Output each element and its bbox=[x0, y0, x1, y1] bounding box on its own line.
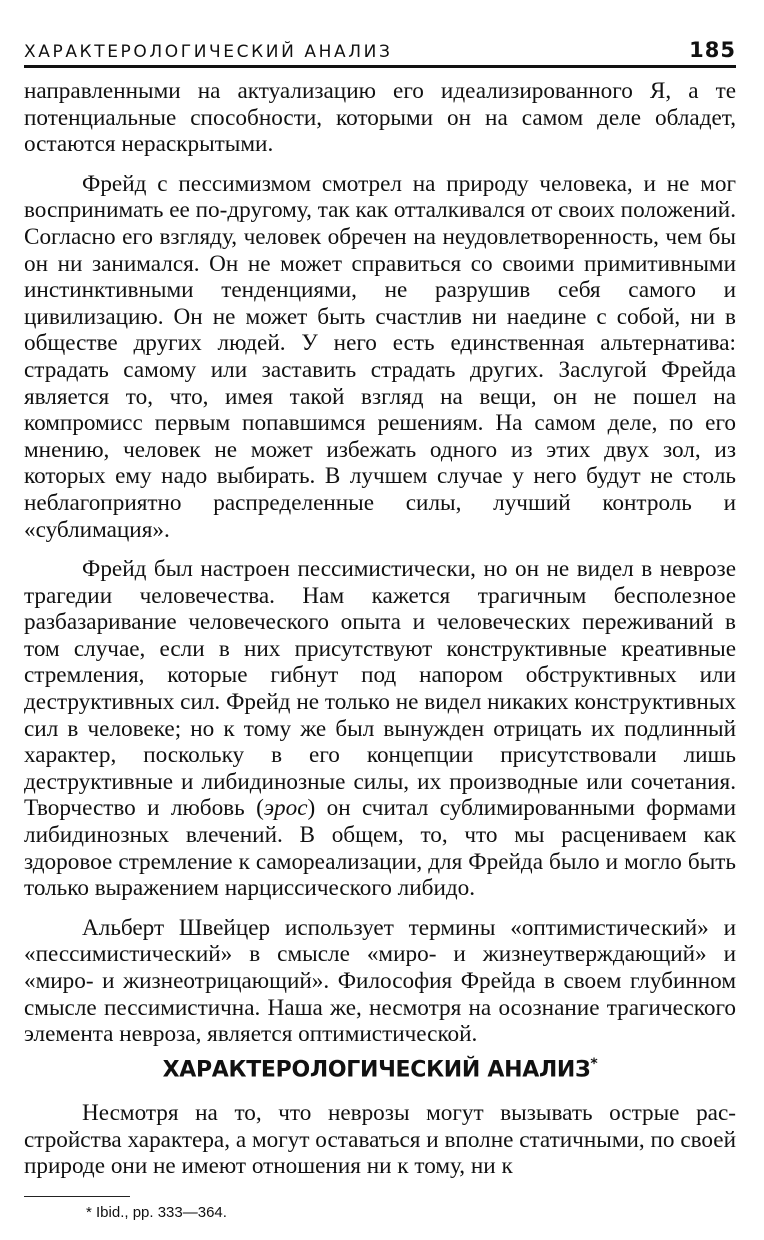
paragraph-continued: направленными на актуализацию его идеализированного Я, а те потенциальные способности, которыми он на самом деле обладет, остаются нераскрытыми. bbox=[24, 78, 736, 158]
section-heading-text: ХАРАКТЕРОЛОГИЧЕСКИЙ АНАЛИЗ bbox=[162, 1057, 591, 1083]
paragraph-text: Фрейд был настроен пессимистически, но он не видел в неврозе трагедии человечества. Нам кажется трагичным бесполезное разбазаривание человеческого опыта и человеческих переживаний в том случае, если в них присутствуют конструктивные креативные стремления, которые гибнут под напором обструктивных или деструктивных сил. Фрейд не только не видел никаких конструктивных сил в человеке; но к тому же был вынужден отрицать их подлинный характер, поскольку в его концепции присутствовали лишь деструктивные и либидинозные силы, их производные или сочетания. Творчество и любовь ( bbox=[24, 556, 736, 822]
main-text bbox=[24, 78, 736, 1061]
footnote: * Ibid., pp. 333—364. bbox=[86, 1204, 227, 1221]
section-heading bbox=[24, 1056, 736, 1082]
section-text bbox=[24, 1100, 736, 1180]
paragraph-neurosis-tragedy bbox=[24, 556, 736, 902]
italic-term: эрос bbox=[263, 795, 308, 822]
paragraph-schweitzer: Альберт Швейцер использует термины «оптимистический» и «пессимистический» в смысле «миро- и жизнеутверждающий» и «миро- и жизнеотрицающий». Философия Фрейда в своем глубинном смысле пессимистична. Наша же, несмотря на осознание трагического элемента невроза, является оптимистической. bbox=[24, 914, 736, 1048]
paragraph-freud-pessimism: Фрейд с пессимизмом смотрел на природу человека, и не мог воспринимать ее по-другому, так как отталкивался от своих положений. Согласно его взгляду, человек обречен на неудовлетворенность, чем бы он ни занимался. Он не может справиться со своими примитивными инстинктивными тенденциями, не разрушив себя самого и цивилизацию. Он не может быть счастлив ни наедине с собой, ни в обществе других людей. У него есть единственная альтернатива: страдать самому или заставить страдать других. Заслугой Фрейда является то, что, имея такой взгляд на вещи, он не пошел на компромисс первым попавшимся решениям. На самом деле, по его мнению, человек не может избежать одного из этих двух зол, из которых ему надо выбирать. В лучшем случае у него будут не столь неблагоприятно распределенные силы, лучший контроль и «сублимация». bbox=[24, 170, 736, 543]
page-number: 185 bbox=[689, 38, 736, 62]
running-title: ХАРАКТЕРОЛОГИЧЕСКИЙ АНАЛИЗ bbox=[24, 42, 393, 62]
footnote-rule bbox=[24, 1196, 130, 1197]
paragraph-text: ) он считал сублимированными формами либидинозных влечений. В общем, то, что мы расцениваем как здоровое стремление к самореализации, для Фрейда было и могло быть только выражением нарциссического либидо. bbox=[24, 795, 737, 902]
running-head bbox=[24, 38, 736, 68]
paragraph-section-intro: Несмотря на то, что неврозы могут вызывать острые расстройства характера, а могут оставаться и вполне статичными, по своей природе они не имеют отношения ни к тому, ни к bbox=[24, 1100, 736, 1180]
footnote-mark: * bbox=[590, 1056, 598, 1072]
